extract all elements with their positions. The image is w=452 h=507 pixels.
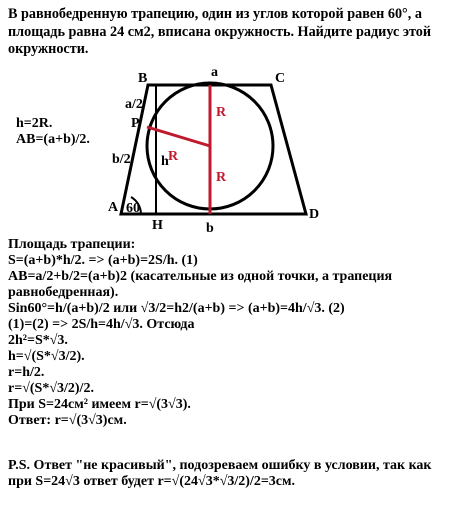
solution-line: (1)=(2) => 2S/h=4h/√3. Отсюда bbox=[8, 317, 195, 332]
label-R-radius: R bbox=[168, 149, 179, 164]
label-C: C bbox=[275, 71, 286, 86]
label-A: A bbox=[108, 200, 119, 215]
label-R-lower: R bbox=[216, 170, 227, 185]
label-B: B bbox=[138, 71, 148, 86]
solution-line: r=√(S*√3/2)/2. bbox=[8, 381, 94, 396]
label-a: a bbox=[211, 65, 218, 80]
note-line: h=2R. bbox=[16, 116, 53, 131]
label-b: b bbox=[206, 221, 214, 236]
label-P: P bbox=[131, 116, 140, 131]
solution-line: 2h²=S*√3. bbox=[8, 333, 68, 348]
label-R-upper: R bbox=[216, 105, 227, 120]
label-a-half: a/2 bbox=[125, 97, 143, 112]
note-line: AB=(a+b)/2. bbox=[16, 132, 90, 147]
solution bbox=[8, 237, 448, 429]
problem-statement: В равнобедренную трапецию, один из углов которой равен 60°, а площадь равна 24 см2, вписана окружность. Найдите радиус этой окружности. bbox=[8, 6, 432, 57]
solution-line: Sin60°=h/(a+b)/2 или √3/2=h2/(a+b) => (a+b)=4h/√3. (2) bbox=[8, 301, 345, 316]
solution-line: S=(a+b)*h/2. => (a+b)=2S/h. (1) bbox=[8, 253, 198, 268]
solution-line: При S=24см² имеем r=√(3√3). bbox=[8, 397, 191, 412]
solution-line: Ответ: r=√(3√3)см. bbox=[8, 413, 127, 428]
label-60: 60 bbox=[126, 201, 140, 216]
solution-line: r=h/2. bbox=[8, 365, 45, 380]
trapezoid bbox=[121, 85, 306, 214]
solution-line: h=√(S*√3/2). bbox=[8, 349, 85, 364]
solution-line: AB=a/2+b/2=(a+b)2 (касательные из одной точки, а трапеция равнобедренная). bbox=[8, 269, 393, 300]
side-notes bbox=[16, 116, 90, 148]
label-h: h bbox=[161, 154, 169, 169]
solution-line: Площадь трапеции: bbox=[8, 237, 136, 252]
postscript: P.S. Ответ "не красивый", подозреваем ошибку в условии, так как при S=24√3 ответ будет r=√(24√3*√3/2)/2=3см. bbox=[8, 458, 432, 489]
label-D: D bbox=[309, 207, 320, 222]
label-H: H bbox=[152, 218, 163, 233]
label-b-half: b/2 bbox=[112, 152, 131, 167]
